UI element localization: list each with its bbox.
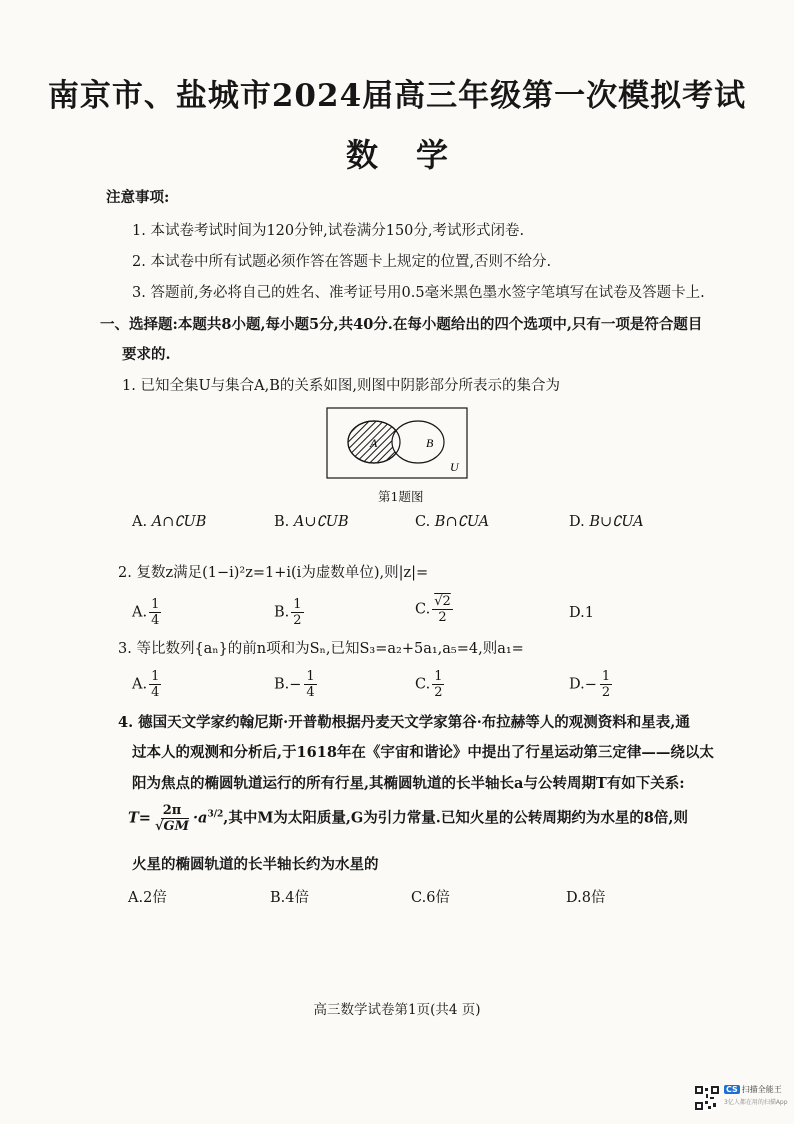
q3-option-c: C. $\frac{1}{2}$: [415, 669, 443, 700]
q1-option-c: C. B∩∁UA: [415, 514, 490, 530]
note-item-2: 2. 本试卷中所有试题必须作答在答题卡上规定的位置,否则不给分.: [132, 254, 552, 270]
q2-option-b: B. $\frac{1}{2}$: [274, 597, 302, 628]
q1-option-d: D. B∪∁UA: [569, 514, 644, 530]
venn-label-a: A: [370, 436, 378, 450]
notes-heading: 注意事项:: [106, 189, 170, 206]
q3-stem: 3. 等比数列{aₙ}的前n项和为Sₙ,已知S₃=a₂+5a₁,a₅=4,则a₁=: [118, 641, 524, 657]
q4-line-3: 阳为焦点的椭圆轨道运行的所有行星,其椭圆轨道的长半轴长a与公转周期T有如下关系:: [132, 775, 685, 792]
subject-title: 数学: [345, 136, 486, 174]
q4-line-5: 火星的椭圆轨道的长半轴长约为水星的: [132, 856, 379, 873]
q3-option-b: B.− $\frac{1}{4}$: [274, 669, 315, 700]
q2-option-a: A. $\frac{1}{4}$: [132, 597, 160, 628]
q4-option-c: C.6倍: [411, 890, 450, 906]
formula-fraction: $\frac{2\pi}{√GM}$: [154, 803, 189, 834]
q1-option-a: A. A∩∁UB: [132, 514, 207, 530]
q4-option-d: D.8倍: [566, 890, 606, 906]
venn-label-b: B: [426, 436, 434, 450]
q1-stem: 1. 已知全集U与集合A,B的关系如图,则图中阴影部分所表示的集合为: [122, 378, 561, 394]
q1-option-b: B. A∪∁UB: [274, 514, 349, 530]
scanner-tagline: 3亿人都在用的扫描App: [724, 1099, 788, 1106]
q4-option-a: A.2倍: [128, 890, 167, 906]
q3-option-d: D.− $\frac{1}{2}$: [569, 669, 611, 700]
q4-line-2: 过本人的观测和分析后,于1618年在《宇宙和谐论》中提出了行星运动第三定律——绕以太: [132, 744, 714, 761]
figure-caption: 第1题图: [378, 489, 424, 504]
formula-lhs: T=: [128, 809, 151, 827]
scanner-watermark: [724, 1084, 788, 1106]
q4-line-4: T= $\frac{2\pi}{√GM}$ $\cdot a^{3/2}$,其中M为太阳质量,G为引力常量.已知火星的公转周期约为水星的8倍,则: [128, 803, 688, 834]
q4-option-b: B.4倍: [270, 890, 309, 906]
q2-option-d: D.1: [569, 605, 594, 621]
q4-line-1: 4. 德国天文学家约翰尼斯·开普勒根据丹麦天文学家第谷·布拉赫等人的观测资料和星表,通: [118, 714, 690, 731]
venn-label-u: U: [450, 460, 459, 474]
page-footer: 高三数学试卷第1页(共4 页): [313, 1002, 481, 1018]
note-item-1: 1. 本试卷考试时间为120分钟,试卷满分150分,考试形式闭卷.: [132, 223, 525, 239]
q3-option-a: A. $\frac{1}{4}$: [132, 669, 160, 700]
note-item-3: 3. 答题前,务必将自己的姓名、准考证号用0.5毫米黑色墨水签字笔填写在试卷及答题卡上.: [132, 285, 705, 301]
cs-logo-icon: CS: [726, 1085, 738, 1094]
section-heading-line2: 要求的.: [122, 346, 171, 363]
section-heading-line1: 一、选择题:本题共8小题,每小题5分,共40分.在每小题给出的四个选项中,只有一项是符合题目: [100, 316, 703, 333]
formula-exponent: 3/2: [207, 809, 224, 820]
venn-diagram: [326, 407, 468, 479]
formula-tail: ·a: [193, 809, 208, 827]
scanner-name: 扫描全能王: [741, 1085, 782, 1094]
qr-code-icon: [694, 1085, 720, 1111]
q2-stem: 2. 复数z满足(1−i)²z=1+i(i为虚数单位),则|z|=: [118, 565, 429, 581]
exam-title: 南京市、盐城市2024届高三年级第一次模拟考试: [47, 78, 747, 114]
q2-option-c: C. $\frac{√2}{2}$: [415, 594, 451, 625]
